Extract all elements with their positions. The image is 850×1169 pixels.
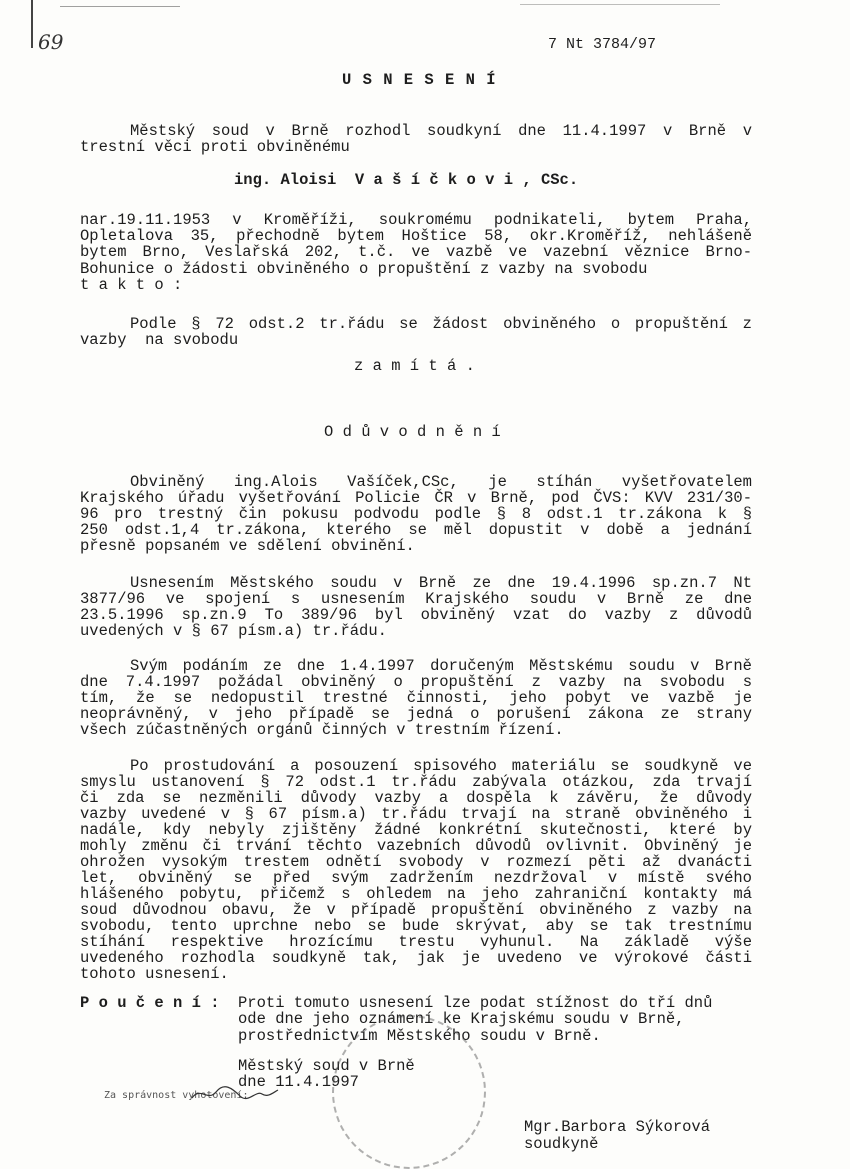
verdict-text-line: vazby na svobodu [80,331,239,349]
margin-handwritten-number: 69 [38,30,64,54]
para4-line: Po prostudování a posouzení spisového materiálu se soudkyně ve [130,757,752,775]
defendant-name: ing. Aloisi V a š í č k o v i , CSc. [234,171,579,189]
para4-line: svobodu, tento uprchne nebo se bude skrývat, aby se tak trestnímu [80,917,752,935]
para1-line: 250 odst.1,4 tr.zákona, kterého se měl dopustit v době a jednání [80,521,752,539]
document-title: U S N E S E N Í [342,71,497,89]
instruction-line: prostřednictvím Městského soudu v Brně. [238,1027,601,1045]
para2-line: 23.5.1996 sp.zn.9 To 389/96 byl obviněný vzat do vazby z důvodů [80,606,752,624]
scan-top-line [60,6,180,7]
para2-line: uvedených v § 67 písm.a) tr.řádu. [80,622,387,640]
para4-line: či zda se nezměnili důvody vazby a dospěla k závěru, že důvody [80,789,752,807]
para3-line: všech zúčastněných orgánů činných v trestním řízení. [80,721,564,739]
para4-line: let, obviněný se před svým zadržením nezdržoval v místě svého [80,869,752,887]
para4-line: vazby uvedené v § 67 písm.a) tr.řádu trvají na straně obviněného i [80,805,752,823]
court-stamp [332,1015,486,1169]
court-place: Městský soud v Brně [238,1057,415,1075]
judge-name: Mgr.Barbora Sýkorová [524,1118,711,1136]
verdict-text-line: Podle § 72 odst.2 tr.řádu se žádost obviněného o propuštění z [130,315,752,333]
copy-certification-note: Za správnost vyhotovení: [104,1090,249,1101]
para4-line: ohrožen vysokým trestem odnětí svobody v rozmezí pěti až dvanácti [80,853,752,871]
para3-line: dne 7.4.1997 požádal obviněný o propuštění z vazby na svobodu s [80,673,752,691]
para4-line: hlášeného pobytu, přičemž s ohledem na jeho zahraniční kontakty má [80,885,752,903]
para3-line: Svým podáním ze dne 1.4.1997 doručeným Městskému soudu v Brně [130,657,752,675]
para4-line: uvedeného rozhodla soudkyně tak, jak je uvedeno ve výrokové části [80,949,752,967]
instruction-line: Proti tomuto usnesení lze podat stížnost do tří dnů [238,994,713,1012]
scan-edge-line [31,0,33,48]
intro-line: Městský soud v Brně rozhodl soudkyní dne 11.4.1997 v Brně v [130,122,752,140]
para3-line: tím, že se nedopustil trestné činnosti, jeho pobyt ve vazbě je [80,689,752,707]
para1-line: Obviněný ing.Alois Vašíček,CSc, je stíhán vyšetřovatelem [130,473,752,491]
defendant-info-line: nar.19.11.1953 v Kroměříži, soukromému podnikateli, bytem Praha, [80,211,752,229]
para4-line: soud důvodnou obavu, že v případě propuštění obviněného z vazby na [80,901,752,919]
judge-title: soudkyně [524,1135,599,1153]
defendant-info-line: Opletalova 35, přechodně bytem Hoštice 58, okr.Kroměříž, nehlášeně [80,227,752,245]
para1-line: přesně popsaném ve sdělení obvinění. [80,537,415,555]
signature-scribble [190,1084,280,1104]
para1-line: Krajského úřadu vyšetřování Policie ČR v Brně, pod ČVS: KVV 231/30- [80,489,752,507]
para2-line: 3877/96 ve spojení s usnesením Krajského soudu v Brně ze dne [80,590,752,608]
para4-line: tohoto usnesení. [80,965,229,983]
scan-top-line-right [520,4,720,5]
para2-line: Usnesením Městského soudu v Brně ze dne 19.4.1996 sp.zn.7 Nt [130,574,752,592]
para4-line: nadále, kdy nebyly zjištěny žádné konkrétní skutečnosti, které by [80,821,752,839]
para4-line: smyslu ustanovení § 72 odst.1 tr.řádu zabývala otázkou, zda trvají [80,773,752,791]
court-date: dne 11.4.1997 [238,1073,359,1091]
para4-line: stíhání respektive hrozícímu trestu vyhunul. Na základě výše [80,933,752,951]
para3-line: neoprávněný, v jeho případě se jedná o porušení zákona ze strany [80,705,752,723]
instruction-line: ode dne jeho oznámení ke Krajskému soudu v Brně, [238,1010,685,1028]
para1-line: 96 pro trestný čin pokusu podvodu podle § 8 odst.1 tr.zákona k § [80,505,752,523]
verdict: z a m í t á . [354,357,475,375]
reasoning-title: O d ů v o d n ě n í [324,423,501,441]
defendant-info-line: Bohunice o žádosti obviněného o propuštění z vazby na svobodu [80,260,648,278]
para4-line: mohly změnu či trvání těchto vazebních důvodů ovlivnit. Obviněný je [80,837,752,855]
defendant-info-line: bytem Brno, Veslařská 202, t.č. ve vazbě ve vazební věznice Brno- [80,243,752,261]
defendant-info-line: t a k t o : [80,276,183,294]
case-number: 7 Nt 3784/97 [548,36,657,53]
intro-line: trestní věci proti obviněnému [80,138,350,156]
instruction-label: P o u č e n í : [80,994,220,1012]
